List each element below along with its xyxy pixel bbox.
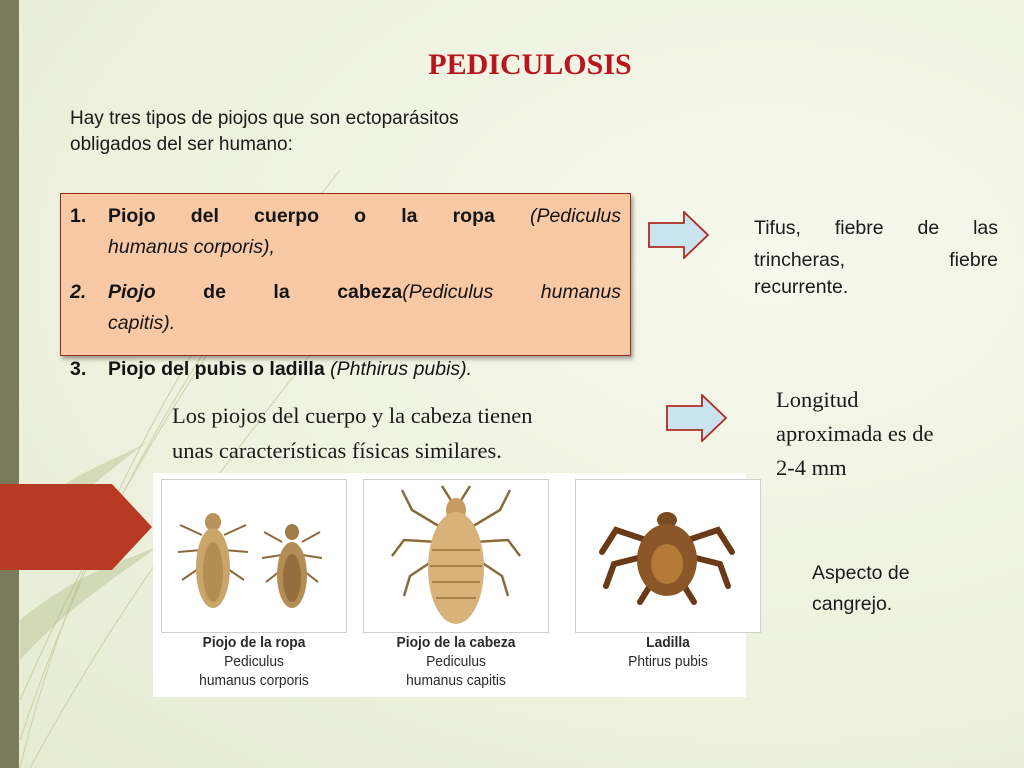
caption-title: Piojo de la cabeza bbox=[396, 634, 516, 651]
intro-line-2: obligados del ser humano: bbox=[70, 133, 293, 155]
list-number: 2. bbox=[70, 281, 87, 303]
length-line-3: 2-4 mm bbox=[776, 455, 847, 480]
intro-text bbox=[70, 106, 630, 157]
list-bold-text: cabeza bbox=[337, 281, 403, 303]
crab-louse-caption bbox=[582, 633, 753, 671]
crab-line-1: Aspecto de bbox=[812, 562, 910, 584]
list-line bbox=[108, 201, 621, 232]
caption-title: Ladilla bbox=[646, 634, 690, 651]
head-louse-caption bbox=[370, 633, 541, 690]
left-accent-bar bbox=[0, 0, 19, 768]
diseases-line-1: Tifus, fiebre de las bbox=[754, 217, 998, 239]
crab-line-2: cangrejo. bbox=[812, 593, 893, 615]
diseases-text bbox=[754, 212, 998, 298]
list-number: 3. bbox=[70, 358, 87, 380]
caption-line: humanus capitis bbox=[406, 672, 506, 689]
head-louse-illustration bbox=[364, 480, 548, 632]
caption-line: humanus corporis bbox=[199, 672, 309, 689]
body-louse-image bbox=[161, 479, 347, 633]
head-louse-image bbox=[363, 479, 549, 633]
list-italic-text: capitis). bbox=[108, 312, 176, 334]
length-line-1: Longitud bbox=[776, 387, 859, 412]
body-louse-illustration bbox=[162, 480, 346, 632]
list-line bbox=[108, 308, 621, 339]
caption-line: Pediculus bbox=[224, 653, 284, 670]
list-italic-text: (Phthirus pubis). bbox=[324, 358, 473, 380]
list-line bbox=[108, 232, 621, 263]
similar-features-text bbox=[172, 398, 642, 468]
list-bold-italic-text: Piojo bbox=[108, 281, 156, 303]
list-item bbox=[70, 354, 630, 385]
right-arrow-icon bbox=[666, 394, 728, 442]
body-louse-caption bbox=[168, 633, 339, 690]
right-arrow-icon bbox=[648, 211, 710, 259]
intro-line-1: Hay tres tipos de piojos que son ectoparásitos bbox=[70, 108, 459, 129]
list-bold-text: de la bbox=[155, 281, 338, 303]
diseases-line-3: recurrente. bbox=[754, 276, 849, 298]
length-line-2: aproximada es de bbox=[776, 421, 934, 446]
crab-text bbox=[812, 558, 992, 620]
caption-title: Piojo de la ropa bbox=[202, 634, 306, 651]
length-text bbox=[776, 383, 1006, 485]
similar-line-2: unas características físicas similares. bbox=[172, 438, 502, 463]
slide-title: PEDICULOSIS bbox=[428, 48, 632, 81]
list-italic-text: (Pediculus bbox=[494, 205, 621, 227]
list-line bbox=[108, 277, 621, 308]
crab-louse-image bbox=[575, 479, 761, 633]
list-bold-text: Piojo del cuerpo o la ropa bbox=[108, 205, 495, 227]
similar-line-1: Los piojos del cuerpo y la cabeza tienen bbox=[172, 403, 533, 428]
list-italic-text: humanus corporis), bbox=[108, 236, 275, 258]
list-item bbox=[70, 277, 630, 339]
list-line bbox=[108, 354, 621, 385]
list-number: 1. bbox=[70, 205, 87, 227]
caption-line: Phtirus pubis bbox=[628, 653, 708, 670]
list-item bbox=[70, 201, 630, 263]
diseases-line-2: trincheras, fiebre bbox=[754, 249, 998, 271]
crab-louse-illustration bbox=[576, 480, 760, 632]
lice-photo-panel bbox=[153, 473, 746, 697]
caption-line: Pediculus bbox=[426, 653, 486, 670]
list-italic-text: (Pediculus humanus bbox=[402, 281, 621, 303]
list-bold-text: Piojo del pubis o ladilla bbox=[108, 358, 325, 380]
red-chevron-arrow-icon bbox=[0, 484, 152, 570]
